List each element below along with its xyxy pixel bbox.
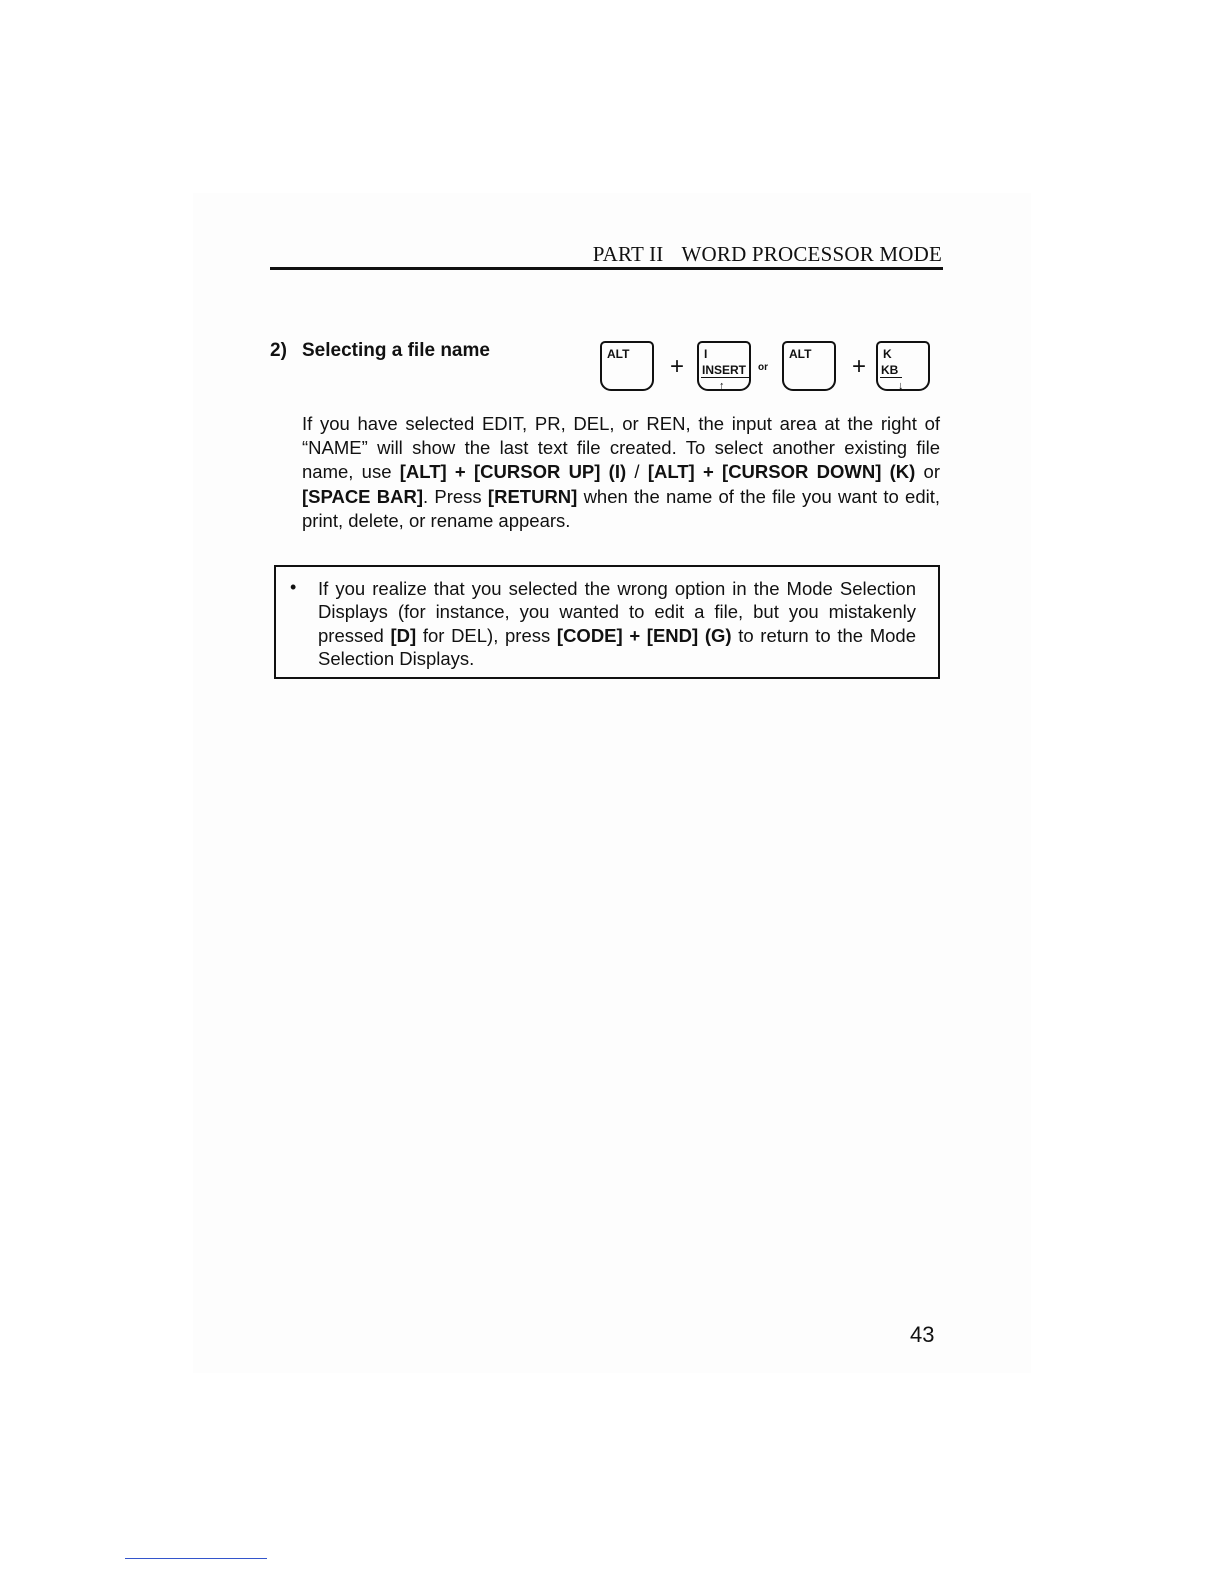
body-text-run: when the name of the file you want to edit, print, delete, or rename appears. <box>302 485 940 531</box>
footer-link-underline <box>125 1558 267 1559</box>
body-key-run: [ALT] + [CURSOR DOWN] (K) <box>647 461 916 483</box>
cursor-up-key-icon <box>697 341 751 391</box>
body-key-run: [SPACE BAR] <box>302 485 424 507</box>
plus-sign: + <box>670 353 685 380</box>
body-key-run: [ALT] + [CURSOR UP] (I) <box>399 461 627 483</box>
up-arrow-icon: ↑ <box>719 380 725 392</box>
note-key-run: [CODE] + [END] (G) <box>556 624 732 646</box>
note-text-run: to return to the Mode Selection Displays. <box>318 624 916 669</box>
note-text-run: for DEL), press <box>416 624 557 646</box>
alt-key-icon <box>782 341 836 391</box>
section-title: Selecting a file name <box>302 340 490 361</box>
bullet-icon: • <box>290 577 297 597</box>
body-text-run: If you have selected EDIT, PR, DEL, or REN, the input area at the right of “NAME” will show the last text file created. To select another existing file name, use <box>302 413 940 483</box>
key-combination-diagram <box>600 341 940 397</box>
header-part: PART II <box>592 242 664 266</box>
body-text-run: . Press <box>423 485 488 507</box>
note-key-run: [D] <box>390 624 417 646</box>
alt-key-icon <box>600 341 654 391</box>
body-key-run: [RETURN] <box>487 485 578 507</box>
note-text-run: If you realize that you selected the wrong option in the Mode Selection Displays (for instance, you wanted to edit a file, but you mistakenly pressed <box>318 578 916 646</box>
section-heading <box>270 340 490 362</box>
body-paragraph <box>302 412 940 533</box>
cursor-up-key-bottom-label: INSERT <box>701 363 750 378</box>
cursor-down-key-icon <box>876 341 930 391</box>
or-separator: or <box>758 362 768 373</box>
alt-key-label: ALT <box>789 347 812 361</box>
note-box <box>274 565 940 679</box>
cursor-up-key-top-label: I <box>704 347 708 361</box>
body-text-run: or <box>915 461 941 483</box>
cursor-down-key-top-label: K <box>883 347 892 361</box>
alt-key-label: ALT <box>607 347 630 361</box>
down-arrow-icon: ↓ <box>898 380 904 392</box>
cursor-down-key-bottom-label: KB <box>880 363 902 378</box>
note-text <box>318 577 916 670</box>
header-title: WORD PROCESSOR MODE <box>681 242 942 266</box>
body-text-run: / <box>626 461 648 483</box>
section-number: 2) <box>270 340 287 361</box>
page-number: 43 <box>910 1322 935 1347</box>
running-header <box>270 242 942 267</box>
header-rule <box>270 267 943 270</box>
plus-sign: + <box>852 353 867 380</box>
